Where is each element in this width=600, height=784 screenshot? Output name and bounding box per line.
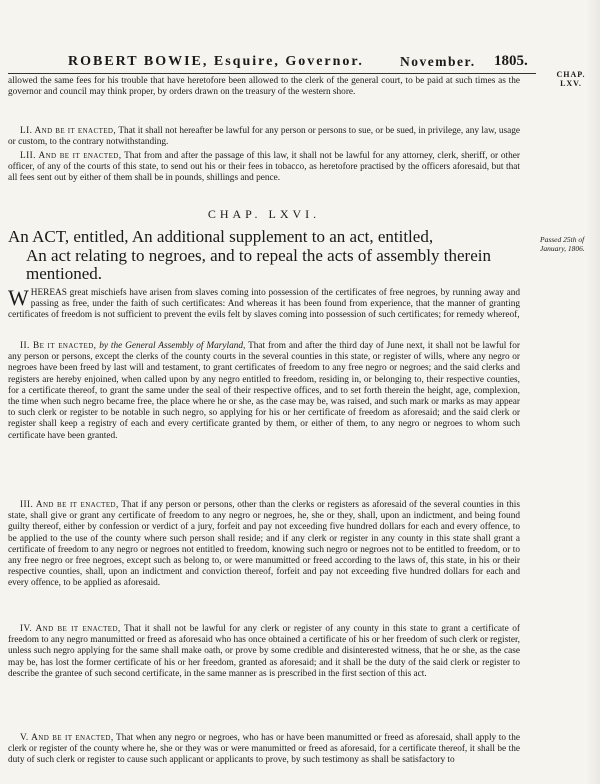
scan-shadow xyxy=(586,0,600,784)
running-head-title: ROBERT BOWIE, Esquire, Governor. xyxy=(68,54,364,69)
chapter-heading: CHAP. LXVI. xyxy=(207,207,321,221)
section-4 xyxy=(8,624,520,680)
header-rule xyxy=(8,73,536,74)
margin-passed-note: Passed 25th of January, 1806. xyxy=(540,235,585,253)
section-3-text: That if any person or persons, other than the clerks or registers as aforesaid of the several counties in this state, shall give or grant any certificate of freedom to any negro or negroes, he, she or they, shall, upon an indictment, and being found guilty thereof, either by confession or verdict of a jury, forfeit and pay not exceeding five hundred dollars for each and every offence, to be applied to the use of the county where such person shall reside; and if any clerk or register in any county in this state shall grant a certificate of freedom to any negro or negroes not entitled to freedom, knowing such negro or negroes not to be entitled to freedom, or to any free negro or free negroes, except such as belong to, or were manumitted or freed according to the laws of, this state, in his or their respective counties, shall, upon an indictment and conviction thereof, forfeit and pay not exceeding five hundred dollars for each and every offence, to be applied as aforesaid. xyxy=(8,500,520,589)
preamble xyxy=(8,285,520,322)
section-2 xyxy=(8,341,520,442)
section-52-lead: LII. And be it enacted, xyxy=(20,151,122,161)
section-2-text: That from and after the third day of June next, it shall not be lawful for any person or persons, except the clerks of the county courts in the several counties in this state, or register of wills, where any negro or negroes have been freed by last will and testament, to grant certificates of freedom to any free negro or negroes; and the said clerks and registers are hereby enjoined, when called upon by any negro entitled to freedom, residing in, or belonging to, their respective counties, for a certificate thereof, to grant the same under the seal of their respective offices, and to set forth therein the height, age, complexion, the time when such negro became free, the place where he or she, as the case may be, was raised, and such mark or marks as may appear to such clerk or register to be notable in such negro, so applying for his or her certificate of freedom as aforesaid; and the said clerk or register shall keep a registry of each and every certificate granted by them, or either of them, to any negro or negroes to whom such certificate have been granted. xyxy=(8,341,521,441)
section-3 xyxy=(8,500,520,590)
section-3-lead: III. And be it enacted, xyxy=(20,500,119,510)
section-2-lead: II. Be it enacted, xyxy=(20,341,97,351)
margin-chapter-mark: CHAP. LXV. xyxy=(556,70,586,88)
section-5 xyxy=(8,733,520,767)
section-5-text: That when any negro or negroes, who has or have been manumitted or freed as aforesaid, shall apply to the clerk or register of the county where he, she or they was or were manumitted or freed as aforesaid, for a certificate thereof, it shall be the duty of such clerk or register to cause such applicant or applicants to prove, by such testimony as shall be satisfactory to xyxy=(8,733,521,766)
section-4-text: That it shall not be lawful for any clerk or register of any county in this state to grant a certificate of freedom to any negro manumitted or freed as aforesaid who has once obtained a certificate of his or her freedom of such clerk or register, unless such negro applying for the same shall make oath, or prove by some credible and disinterested witness, that he or she, as the case may be, has lost the former certificate of his or her freedom, granted as aforesaid; and it shall be the duty of the said clerk or register to describe the grantee of such second certificate, in the same manner as is prescribed in the first section of this act. xyxy=(8,624,521,679)
section-51-lead: LI. And be it enacted, xyxy=(20,126,117,136)
section-2-enactor: by the General Assembly of Maryland, xyxy=(99,341,246,351)
act-title-rest: An act relating to negroes, and to repeal the acts of assembly therein mentioned. xyxy=(26,245,491,283)
section-4-lead: IV. And be it enacted, xyxy=(20,624,121,634)
continuation-paragraph xyxy=(8,76,520,98)
act-title xyxy=(8,228,528,284)
section-51 xyxy=(8,126,520,148)
section-52-text: That from and after the passage of this law, it shall not be lawful for any attorney, clerk, sheriff, or other officer, of any of the courts of this state, to send out his or their fees in tobacco, as heretofore practised by the officers aforesaid, but that all fees sent out by either of them shall be in pounds, shillings and pence. xyxy=(8,151,520,184)
section-51-text: That it shall not hereafter be lawful for any person or persons to sue, or be sued, in privilege, any law, usage or custom, to the contrary notwithstanding. xyxy=(8,126,521,148)
act-title-first-line: An ACT, entitled, An additional supplement to an act, entitled, xyxy=(8,227,434,246)
continuation-text: allowed the same fees for his trouble that have heretofore been allowed to the clerk of the general court, to be paid at such times as the governor and council may think proper, by orders drawn on the treasury of the western shore. xyxy=(8,76,520,98)
section-5-lead: V. And be it enacted, xyxy=(20,733,114,743)
running-head xyxy=(0,54,600,74)
section-52 xyxy=(8,151,520,185)
preamble-dropcap: W xyxy=(8,285,29,310)
running-head-month: November. xyxy=(400,54,476,69)
running-head-year: 1805. xyxy=(494,53,528,69)
preamble-text: HEREAS great mischiefs have arisen from slaves coming into possession of the certificates of free negroes, by running away and passing as free, under the faith of such certificates: And whereas it has been found from experience, that the manner of granting certificates of freedom is not sufficient to prevent the evils felt by slaves coming into possession of such certificates; for remedy whereof, xyxy=(8,288,520,321)
